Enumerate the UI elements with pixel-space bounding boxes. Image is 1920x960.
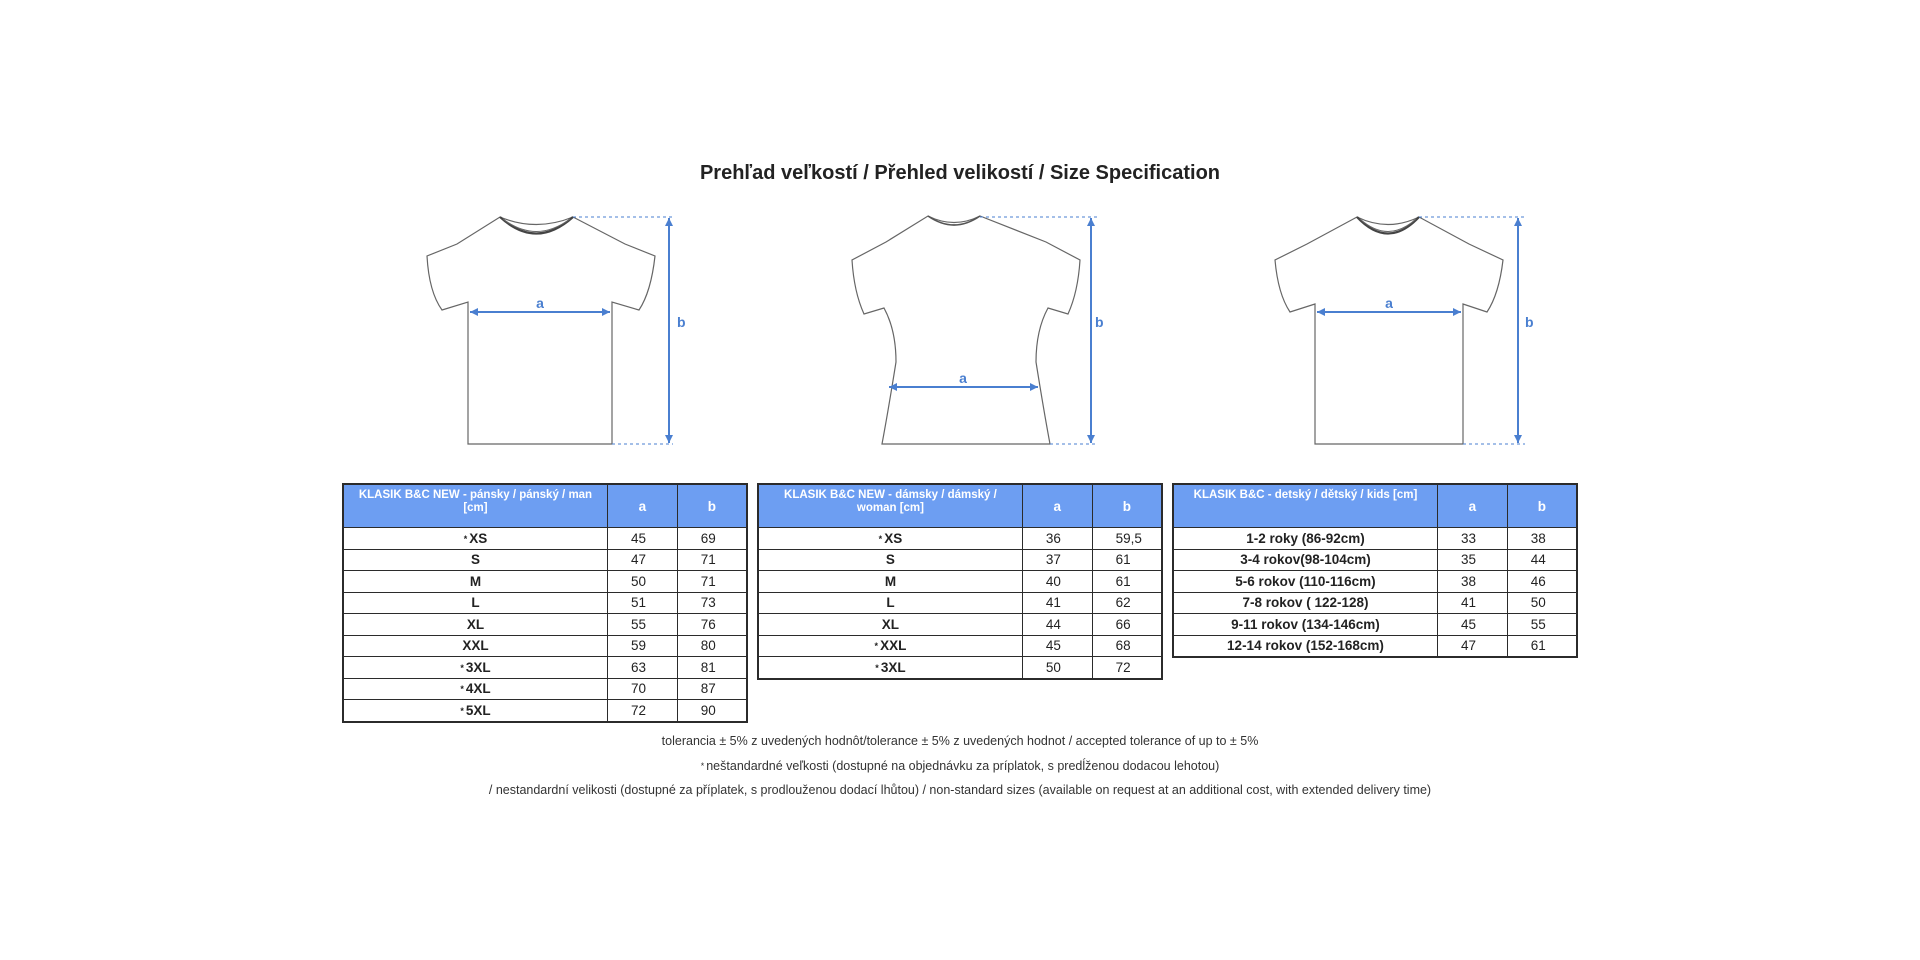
table-row [1173, 549, 1577, 571]
asterisk-mark: * [878, 533, 883, 544]
table-row [343, 528, 747, 550]
size-cell [343, 549, 607, 571]
size-label: 5XL [465, 702, 491, 718]
value-b-cell: 87 [677, 678, 747, 700]
value-a-cell: 41 [1437, 592, 1507, 614]
table-row [758, 657, 1162, 679]
size-cell [758, 614, 1022, 636]
size-cell [343, 614, 607, 636]
value-b-cell: 61 [1507, 635, 1577, 657]
value-a-cell: 44 [1022, 614, 1092, 636]
page-title: Prehľad veľkostí / Přehled velikostí / Size Specification [699, 162, 1221, 184]
value-b-cell: 61 [1092, 571, 1162, 593]
size-label: 1-2 roky (86-92cm) [1246, 530, 1365, 546]
table-row [343, 549, 747, 571]
value-b-cell: 80 [677, 635, 747, 657]
size-cell [1173, 614, 1437, 636]
value-a-cell: 59 [607, 635, 677, 657]
value-a-cell: 37 [1022, 549, 1092, 571]
size-cell [343, 635, 607, 657]
size-cell [343, 657, 607, 679]
size-label: 9-11 rokov (134-146cm) [1231, 616, 1380, 632]
size-label: XL [466, 616, 485, 632]
value-b-cell: 59,5 [1092, 528, 1162, 550]
table-row [758, 592, 1162, 614]
kids-tshirt-diagram [1273, 212, 1533, 448]
size-cell [758, 549, 1022, 571]
value-a-cell: 63 [607, 657, 677, 679]
column-b-header: b [677, 484, 747, 528]
asterisk-mark: * [460, 705, 464, 716]
asterisk-mark: * [875, 662, 879, 673]
value-b-cell: 46 [1507, 571, 1577, 593]
table-row [1173, 614, 1577, 636]
column-b-header: b [1507, 484, 1577, 528]
table-row [343, 592, 747, 614]
value-b-cell: 62 [1092, 592, 1162, 614]
size-cell [758, 657, 1022, 679]
column-a-header: a [607, 484, 677, 528]
size-cell [1173, 528, 1437, 550]
table-row [343, 635, 747, 657]
asterisk-mark: * [460, 662, 464, 673]
value-a-cell: 72 [607, 700, 677, 722]
table-row [758, 635, 1162, 657]
size-label: 7-8 rokov ( 122-128) [1242, 595, 1369, 611]
size-cell [343, 528, 607, 550]
size-label: 5-6 rokov (110-116cm) [1235, 573, 1376, 589]
size-label: S [470, 552, 480, 568]
men-size-table [342, 483, 748, 723]
kids-table-header: KLASIK B&C - detský / dětský / kids [cm] [1173, 484, 1437, 528]
value-a-cell: 51 [607, 592, 677, 614]
column-b-header: b [1092, 484, 1162, 528]
nonstandard-note-translation: / nestandardní velikosti (dostupné za příplatek, s prodlouženou dodací lhůtou) / non-standard sizes (available on request at an additional cost, with extended delivery time) [488, 783, 1432, 797]
size-label: 3XL [465, 659, 491, 675]
size-label: M [469, 573, 482, 589]
table-row [1173, 571, 1577, 593]
size-label: 12-14 rokov (152-168cm) [1227, 638, 1384, 654]
value-a-cell: 45 [1022, 635, 1092, 657]
column-a-header: a [1022, 484, 1092, 528]
size-label: XS [884, 530, 903, 546]
value-b-cell: 71 [677, 571, 747, 593]
table-row [1173, 592, 1577, 614]
size-label: 3-4 rokov(98-104cm) [1240, 552, 1371, 568]
size-cell [1173, 571, 1437, 593]
table-row [343, 700, 747, 722]
footnotes [0, 729, 1920, 803]
value-a-cell: 55 [607, 614, 677, 636]
size-cell [1173, 549, 1437, 571]
table-row [343, 657, 747, 679]
value-b-cell: 50 [1507, 592, 1577, 614]
nonstandard-note [0, 754, 1920, 779]
table-row [1173, 635, 1577, 657]
value-b-cell: 90 [677, 700, 747, 722]
table-row [758, 549, 1162, 571]
men-table-header: KLASIK B&C NEW - pánsky / pánský / man [cm] [343, 484, 607, 528]
value-a-cell: 33 [1437, 528, 1507, 550]
value-a-cell: 45 [607, 528, 677, 550]
value-a-cell: 40 [1022, 571, 1092, 593]
size-label: XXL [880, 638, 907, 654]
tolerance-note: tolerancia ± 5% z uvedených hodnôt/tolerance ± 5% z uvedených hodnot / accepted tolerance of up to ± 5% [661, 734, 1259, 748]
dimension-b-label: b [677, 314, 686, 330]
size-cell [343, 592, 607, 614]
asterisk-mark: * [463, 533, 468, 544]
value-b-cell: 68 [1092, 635, 1162, 657]
women-size-table [757, 483, 1163, 680]
dimension-a-label: a [1385, 295, 1393, 311]
size-cell [343, 571, 607, 593]
value-b-cell: 61 [1092, 549, 1162, 571]
size-label: XL [881, 616, 900, 632]
value-b-cell: 72 [1092, 657, 1162, 679]
value-a-cell: 50 [607, 571, 677, 593]
size-label: L [886, 595, 895, 611]
dimension-b-label: b [1525, 314, 1534, 330]
table-row [758, 528, 1162, 550]
table-row [343, 678, 747, 700]
women-tshirt-diagram [840, 212, 1104, 448]
value-a-cell: 41 [1022, 592, 1092, 614]
value-b-cell: 38 [1507, 528, 1577, 550]
value-b-cell: 76 [677, 614, 747, 636]
asterisk-mark: * [874, 641, 879, 652]
value-a-cell: 38 [1437, 571, 1507, 593]
table-row [343, 571, 747, 593]
value-b-cell: 73 [677, 592, 747, 614]
nonstandard-note-text: neštandardné veľkosti (dostupné na objednávku za príplatok, s predĺženou dodacou lehotou) [706, 758, 1220, 773]
size-cell [343, 700, 607, 722]
column-a-header: a [1437, 484, 1507, 528]
table-row [758, 571, 1162, 593]
size-cell [758, 571, 1022, 593]
asterisk-mark: * [460, 684, 464, 695]
value-a-cell: 47 [607, 549, 677, 571]
value-a-cell: 70 [607, 678, 677, 700]
size-cell [1173, 635, 1437, 657]
size-cell [1173, 592, 1437, 614]
dimension-a-label: a [959, 370, 967, 386]
value-a-cell: 47 [1437, 635, 1507, 657]
dimension-b-label: b [1095, 314, 1104, 330]
size-label: 3XL [880, 659, 906, 675]
size-cell [758, 592, 1022, 614]
size-cell [758, 528, 1022, 550]
kids-size-table [1172, 483, 1578, 658]
value-b-cell: 44 [1507, 549, 1577, 571]
table-row [1173, 528, 1577, 550]
size-label: M [884, 573, 897, 589]
value-b-cell: 69 [677, 528, 747, 550]
size-label: XS [469, 530, 488, 546]
size-label: S [885, 552, 895, 568]
size-label: XXL [462, 638, 489, 654]
size-cell [343, 678, 607, 700]
asterisk-mark: * [700, 760, 705, 771]
value-b-cell: 66 [1092, 614, 1162, 636]
size-label: 4XL [465, 681, 491, 697]
size-label: L [471, 595, 480, 611]
value-a-cell: 50 [1022, 657, 1092, 679]
size-cell [758, 635, 1022, 657]
value-a-cell: 35 [1437, 549, 1507, 571]
value-a-cell: 36 [1022, 528, 1092, 550]
dimension-a-label: a [536, 295, 544, 311]
value-b-cell: 55 [1507, 614, 1577, 636]
value-a-cell: 45 [1437, 614, 1507, 636]
table-row [758, 614, 1162, 636]
women-table-header: KLASIK B&C NEW - dámsky / dámský / woman [cm] [758, 484, 1022, 528]
table-row [343, 614, 747, 636]
value-b-cell: 81 [677, 657, 747, 679]
value-b-cell: 71 [677, 549, 747, 571]
men-tshirt-diagram [425, 212, 685, 448]
